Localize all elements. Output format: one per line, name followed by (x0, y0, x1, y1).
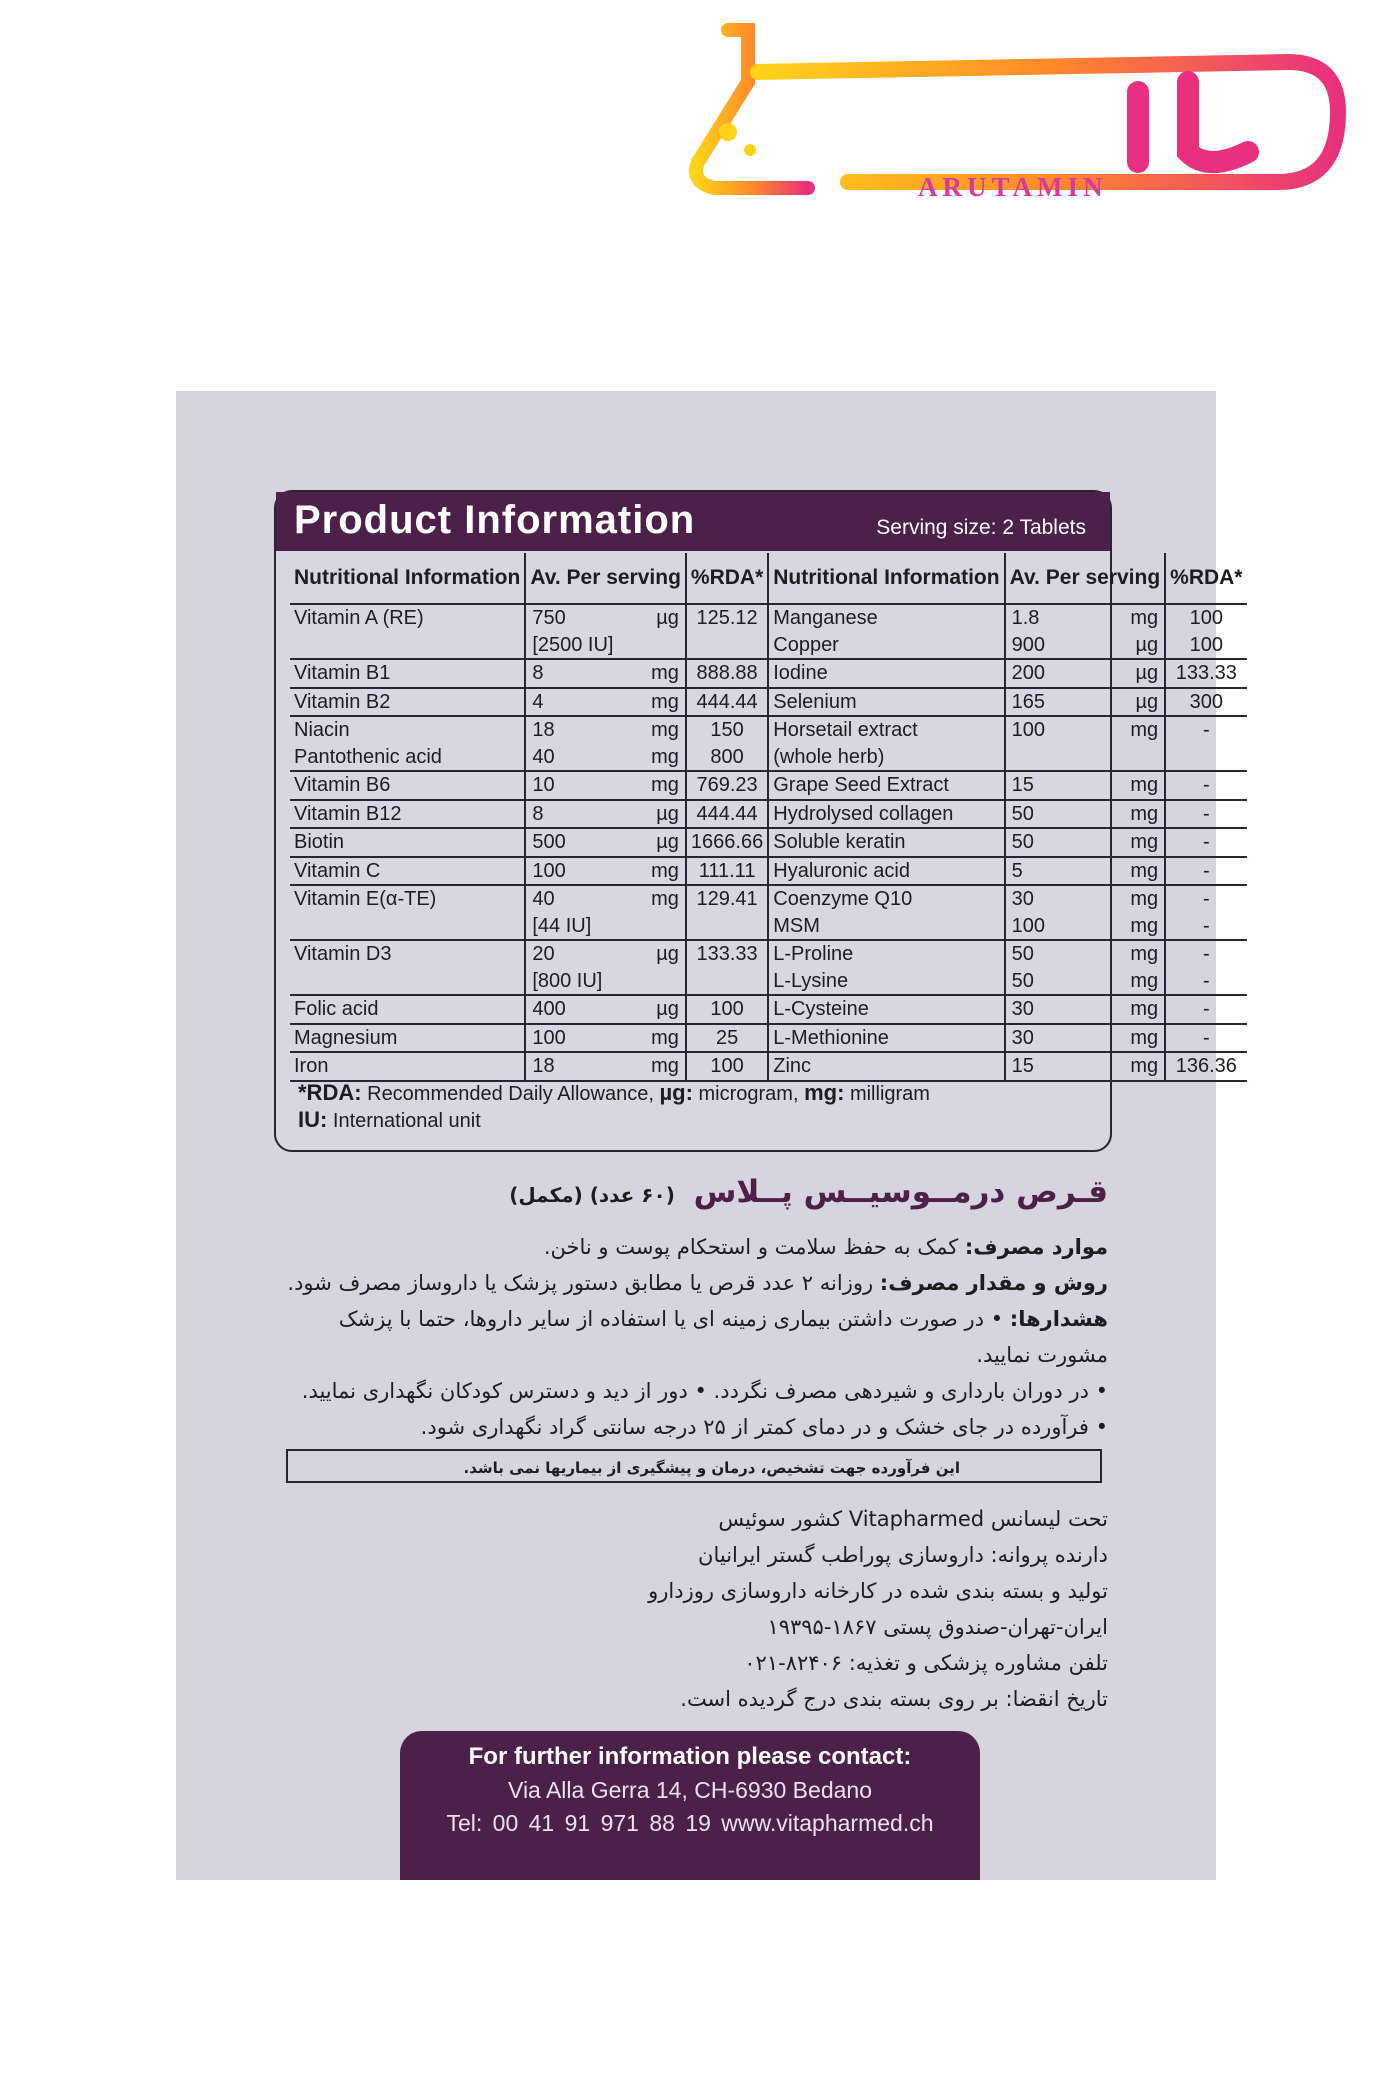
persian-expiry: تاریخ انقضا: بر روی بسته بندی درج گردیده است. (680, 1687, 1108, 1711)
nutrient-name: (whole herb) (768, 744, 1004, 772)
amount-unit: mg (651, 774, 679, 796)
nutrient-amount (1005, 632, 1166, 660)
amount-unit: mg (651, 888, 679, 910)
nutrient-rda: 100 (686, 995, 768, 1024)
nutrient-name: Biotin (290, 828, 525, 857)
persian-usage (544, 1229, 1108, 1265)
nutrient-name: L-Proline (768, 940, 1004, 968)
nutrient-rda: 111.11 (686, 857, 768, 886)
iu-text: International unit (327, 1110, 481, 1132)
nutrient-rda: - (1165, 995, 1246, 1024)
nutrient-rda: 125.12 (686, 604, 768, 632)
nutrient-name: L-Lysine (768, 968, 1004, 996)
nutrient-amount (525, 604, 686, 632)
nutrition-row (290, 1024, 1247, 1053)
nutrition-row (290, 604, 1247, 632)
nutrition-row (290, 659, 1247, 688)
ug-key: µg: (659, 1080, 693, 1105)
amount-value: 50 (1011, 969, 1034, 992)
amount-value: 18 (532, 719, 555, 741)
nutrition-table (290, 553, 1247, 1082)
nutrition-row (290, 716, 1247, 744)
amount-value: 8 (532, 662, 544, 684)
nutrition-row (290, 828, 1247, 857)
nutrient-rda: 888.88 (686, 659, 768, 688)
persian-producer: تولید و بسته بندی شده در کارخانه داروسازی روزدارو (648, 1579, 1108, 1603)
persian-phone: تلفن مشاوره پزشکی و تغذیه: ۸۲۴۰۶-۰۲۱ (744, 1651, 1108, 1675)
product-information-panel (274, 490, 1243, 1152)
nutrient-amount (525, 1052, 686, 1081)
nutrition-row (290, 995, 1247, 1024)
iu-key: IU: (298, 1107, 328, 1132)
persian-title-main: قـرص درمــوسیــس پــلاس (693, 1174, 1108, 1210)
amount-unit: mg (1130, 859, 1159, 882)
nutrient-amount (1005, 857, 1166, 886)
nutrient-rda: 1666.66 (686, 828, 768, 857)
amount-value: 30 (1011, 1026, 1034, 1049)
nutrient-amount (525, 995, 686, 1024)
amount-value: 15 (1011, 1055, 1034, 1077)
nutrient-name: Vitamin B6 (290, 771, 525, 800)
warn-key: هشدارها: (1009, 1307, 1108, 1331)
contact-panel (400, 1731, 980, 1880)
amount-value: 100 (532, 859, 566, 882)
nutrient-amount (1005, 1052, 1166, 1081)
nutrient-rda: - (1165, 716, 1246, 744)
contact-address: Via Alla Gerra 14, CH-6930 Bedano (508, 1777, 872, 1803)
amount-unit: mg (651, 1026, 679, 1049)
nutrient-amount (525, 632, 686, 660)
persian-title-sub: (۶۰ عدد) (مکمل) (509, 1183, 675, 1207)
nutrient-rda: 444.44 (686, 688, 768, 717)
nutrient-name: Magnesium (290, 1024, 525, 1053)
amount-unit: µg (1135, 633, 1159, 656)
nutrient-name: Iron (290, 1052, 525, 1081)
amount-unit: µg (656, 802, 679, 825)
amount-value: 100 (532, 1026, 566, 1049)
amount-value: 100 (1011, 719, 1045, 741)
amount-unit: mg (1130, 998, 1159, 1020)
nutrient-rda: - (1165, 828, 1246, 857)
nutrient-rda: 100 (1165, 604, 1246, 632)
nutrient-amount (1005, 995, 1166, 1024)
mg-key: mg: (804, 1080, 845, 1105)
dose-key: روش و مقدار مصرف: (879, 1271, 1108, 1295)
amount-value: 40 (532, 888, 555, 910)
amount-unit: µg (1135, 662, 1159, 684)
header-nutrition-1: Nutritional Information (290, 553, 525, 604)
nutrition-row (290, 913, 1247, 941)
nutrient-name: Vitamin B12 (290, 800, 525, 829)
nutrient-amount (525, 857, 686, 886)
amount-unit: mg (651, 719, 679, 741)
warn-text-1: • در صورت داشتن بیماری زمینه ای یا استفاده از سایر داروها، حتما با پزشک (338, 1307, 1010, 1331)
nutrient-amount (525, 716, 686, 744)
nutrient-name: Coenzyme Q10 (768, 885, 1004, 913)
amount-value: 8 (532, 802, 544, 825)
brand-watermark-logo (688, 22, 1350, 212)
amount-unit: µg (656, 943, 679, 965)
nutrition-row (290, 968, 1247, 996)
nutrient-name: Hyaluronic acid (768, 857, 1004, 886)
amount-value: 100 (1011, 914, 1045, 937)
nutrient-amount (1005, 940, 1166, 968)
nutrient-amount (1005, 1024, 1166, 1053)
amount-unit: mg (651, 859, 679, 882)
nutrient-name (290, 913, 525, 941)
nutrient-rda: 25 (686, 1024, 768, 1053)
amount-value: 750 (532, 607, 566, 629)
nutrient-rda (686, 632, 768, 660)
nutrition-row (290, 771, 1247, 800)
amount-value: 5 (1011, 859, 1023, 882)
nutrient-name: Selenium (768, 688, 1004, 717)
nutrient-name: Copper (768, 632, 1004, 660)
nutrient-rda: 129.41 (686, 885, 768, 913)
nutrient-rda: 133.33 (686, 940, 768, 968)
nutrient-rda: - (1165, 857, 1246, 886)
header-serving-1: Av. Per serving (525, 553, 686, 604)
nutrient-rda: - (1165, 940, 1246, 968)
nutrient-amount (525, 800, 686, 829)
amount-value: 900 (1011, 633, 1045, 656)
nutrient-rda: 133.33 (1165, 659, 1246, 688)
nutrition-row (290, 857, 1247, 886)
nutrient-amount (525, 828, 686, 857)
amount-unit: µg (656, 607, 679, 629)
nutrient-amount (525, 688, 686, 717)
nutrition-row (290, 940, 1247, 968)
rda-key: *RDA: (298, 1080, 362, 1105)
nutrient-rda: 100 (1165, 632, 1246, 660)
amount-value: 10 (532, 774, 555, 796)
nutrient-amount (525, 771, 686, 800)
nutrient-name: Manganese (768, 604, 1004, 632)
brand-latin-text: ARUTAMIN (918, 172, 1108, 202)
persian-disclaimer-box: این فرآورده جهت تشخیص، درمان و پیشگیری از بیماریها نمی باشد. (286, 1449, 1102, 1483)
nutrient-amount (1005, 968, 1166, 996)
persian-warn-1b: مشورت نمایید. (976, 1343, 1108, 1367)
nutrient-rda: 136.36 (1165, 1052, 1246, 1081)
nutrient-name: Zinc (768, 1052, 1004, 1081)
amount-unit: µg (656, 998, 679, 1020)
usage-text: کمک به حفظ سلامت و استحکام پوست و ناخن. (543, 1235, 965, 1259)
nutrient-amount (525, 885, 686, 913)
product-box-back (176, 391, 1243, 1880)
nutrient-amount (525, 913, 686, 941)
amount-unit: mg (1130, 943, 1159, 965)
nutrient-name: Vitamin B2 (290, 688, 525, 717)
amount-value: 20 (532, 943, 555, 965)
nutrient-name: L-Methionine (768, 1024, 1004, 1053)
amount-value: 50 (1011, 831, 1034, 853)
nutrient-rda: - (1165, 1024, 1246, 1053)
amount-unit: mg (1130, 802, 1159, 825)
nutrition-row (290, 1052, 1247, 1081)
nutrient-amount (525, 659, 686, 688)
amount-value: 200 (1011, 662, 1045, 684)
amount-value: 15 (1011, 774, 1034, 796)
mg-text: milligram (844, 1083, 930, 1105)
rda-legend (298, 1080, 930, 1134)
nutrient-amount (1005, 604, 1166, 632)
amount-value: 500 (532, 831, 566, 853)
amount-value: 30 (1011, 998, 1034, 1020)
amount-value: 1.8 (1011, 607, 1040, 629)
nutrient-name: Vitamin C (290, 857, 525, 886)
amount-unit: µg (1135, 690, 1159, 713)
contact-heading: For further information please contact: (468, 1743, 912, 1770)
persian-warn-2: • در دوران بارداری و شیردهی مصرف نگردد. • دور از دید و دسترس کودکان نگهداری نمایید. (301, 1379, 1108, 1403)
amount-unit: mg (1130, 831, 1159, 853)
nutrient-name: Pantothenic acid (290, 744, 525, 772)
nutrient-rda: - (1165, 771, 1246, 800)
header-serving-2: Av. Per serving (1005, 553, 1166, 604)
amount-value: 18 (532, 1055, 555, 1077)
nutrient-name: L-Cysteine (768, 995, 1004, 1024)
nutrient-amount (525, 940, 686, 968)
amount-unit: mg (1130, 774, 1159, 796)
usage-key: موارد مصرف: (964, 1235, 1108, 1259)
amount-unit: mg (1130, 1055, 1159, 1077)
header-rda-1: %RDA* (686, 553, 768, 604)
nutrient-rda: 300 (1165, 688, 1246, 717)
persian-address: ایران-تهران-صندوق پستی ۱۸۶۷-۱۹۳۹۵ (767, 1615, 1108, 1639)
amount-value: 165 (1011, 690, 1045, 713)
nutrient-rda: 150 (686, 716, 768, 744)
nutrient-rda (686, 968, 768, 996)
nutrient-rda: - (1165, 913, 1246, 941)
amount-unit: µg (656, 831, 679, 853)
amount-unit: mg (1130, 969, 1159, 992)
persian-license: تحت لیسانس Vitapharmed کشور سوئیس (718, 1507, 1108, 1531)
amount-unit: mg (651, 1055, 679, 1077)
nutrition-row (290, 688, 1247, 717)
amount-unit: mg (651, 690, 679, 713)
amount-unit: mg (1130, 888, 1159, 910)
persian-product-title (509, 1174, 1108, 1210)
nutrient-name: Iodine (768, 659, 1004, 688)
nutrient-rda: 769.23 (686, 771, 768, 800)
header-rda-2: %RDA* (1165, 553, 1246, 604)
nutrient-name: Vitamin E(α-TE) (294, 888, 437, 910)
nutrient-rda: - (1165, 800, 1246, 829)
nutrient-amount (1005, 885, 1166, 913)
nutrition-row (290, 885, 1247, 913)
nutrient-rda: 444.44 (686, 800, 768, 829)
nutrient-name (290, 632, 525, 660)
persian-holder: دارنده پروانه: داروسازی پوراطب گستر ایرانیان (698, 1543, 1108, 1567)
amount-value: 50 (1011, 943, 1034, 965)
nutrient-name: Vitamin D3 (294, 943, 392, 965)
rda-text: Recommended Daily Allowance, (361, 1083, 660, 1105)
nutrient-name: Niacin (294, 719, 350, 741)
nutrient-rda: 800 (686, 744, 768, 772)
nutrient-amount (525, 1024, 686, 1053)
nutrient-amount (1005, 716, 1166, 744)
ug-text: microgram, (692, 1083, 805, 1105)
nutrient-name: Hydrolysed collagen (768, 800, 1004, 829)
header-nutrition-2: Nutritional Information (768, 553, 1004, 604)
nutrient-amount (1005, 744, 1166, 772)
persian-warn-3: • فرآورده در جای خشک و در دمای کمتر از ۲۵ درجه سانتی گراد نگهداری شود. (420, 1415, 1108, 1439)
nutrient-name (290, 968, 525, 996)
product-information-title: Product Information (294, 498, 696, 542)
nutrient-rda: 100 (686, 1052, 768, 1081)
nutrient-name: Horsetail extract (768, 716, 1004, 744)
nutrient-name: MSM (768, 913, 1004, 941)
amount-value: 50 (1011, 802, 1034, 825)
nutrient-name: Folic acid (290, 995, 525, 1024)
nutrient-amount (1005, 771, 1166, 800)
nutrient-amount (525, 744, 686, 772)
amount-value: [44 IU] (532, 914, 592, 937)
amount-unit: mg (651, 662, 679, 684)
nutrient-amount (1005, 659, 1166, 688)
dose-text: روزانه ۲ عدد قرص یا مطابق دستور پزشک یا داروساز مصرف شود. (287, 1271, 880, 1295)
nutrient-name: Vitamin B1 (290, 659, 525, 688)
nutrient-rda: - (1165, 968, 1246, 996)
nutrition-row (290, 744, 1247, 772)
nutrition-table-header (290, 553, 1247, 604)
product-information-header (276, 492, 1110, 551)
amount-unit: mg (1130, 607, 1159, 629)
amount-value: [800 IU] (532, 969, 603, 992)
nutrient-amount (1005, 688, 1166, 717)
serving-size: Serving size: 2 Tablets (876, 516, 1086, 539)
amount-unit: mg (651, 745, 679, 768)
nutrient-rda (686, 913, 768, 941)
contact-tel-web: Tel: 00 41 91 971 88 19 www.vitapharmed.ch (446, 1810, 934, 1836)
amount-unit: mg (1130, 914, 1159, 937)
nutrient-amount (1005, 828, 1166, 857)
amount-unit: mg (1130, 1026, 1159, 1049)
nutrient-rda: - (1165, 885, 1246, 913)
nutrient-amount (1005, 800, 1166, 829)
amount-value: 4 (532, 690, 544, 713)
amount-value: 30 (1011, 888, 1034, 910)
nutrient-rda (1165, 744, 1246, 772)
nutrient-name: Grape Seed Extract (768, 771, 1004, 800)
persian-warnings (339, 1301, 1108, 1337)
nutrition-table-body (290, 604, 1247, 1081)
amount-unit: mg (1130, 719, 1159, 741)
amount-value: 40 (532, 745, 555, 768)
amount-value: 400 (532, 998, 566, 1020)
nutrient-amount (1005, 913, 1166, 941)
nutrition-row (290, 800, 1247, 829)
nutrient-name: Vitamin A (RE) (294, 607, 424, 629)
persian-dose (287, 1265, 1108, 1301)
amount-value: [2500 IU] (532, 633, 614, 656)
nutrient-name: Soluble keratin (768, 828, 1004, 857)
nutrient-amount (525, 968, 686, 996)
nutrition-row (290, 632, 1247, 660)
